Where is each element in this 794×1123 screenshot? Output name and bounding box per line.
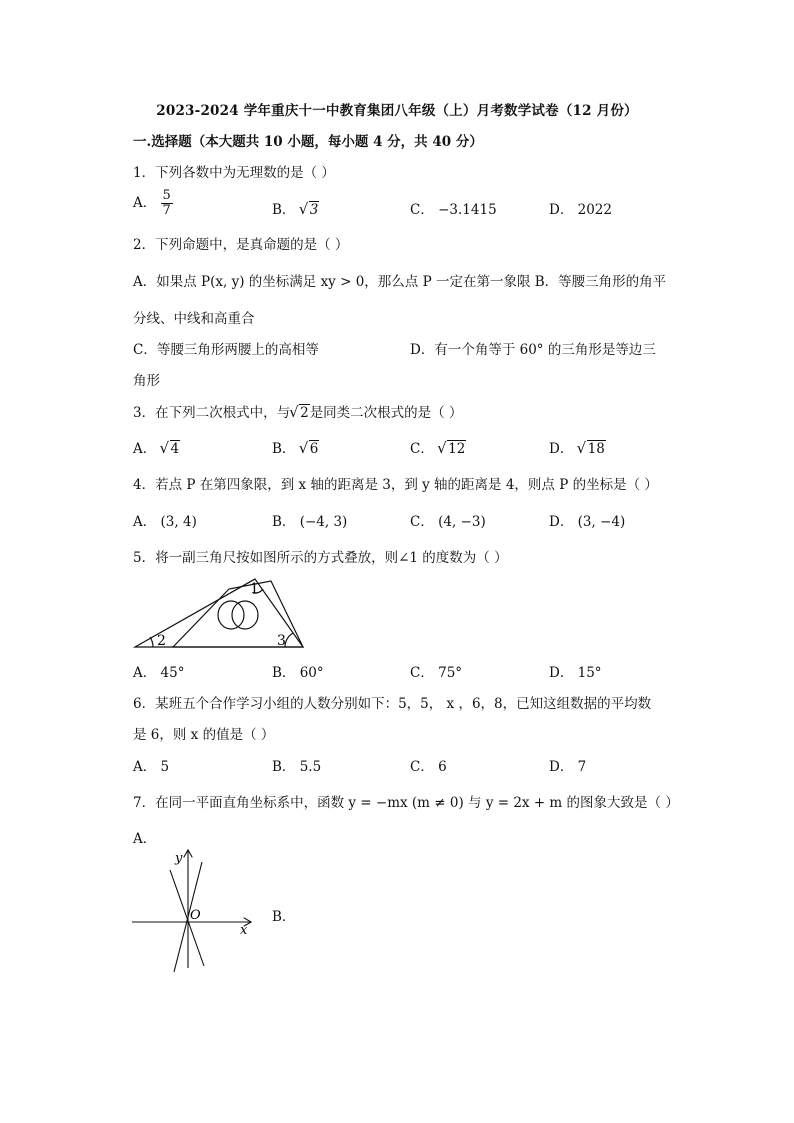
q1-option-c: C． −3.1415 [410,202,497,218]
q1-option-b-radicand: 3 [309,202,319,218]
q3-option-b-radical [300,441,320,457]
q3-option-d-radical [578,441,606,457]
q7-option-a-label: A． [133,831,157,847]
exam-title: 2023-2024 学年重庆十一中教育集团八年级（上）月考数学试卷（12 月份） [156,103,638,119]
q6-line2: 是 6，则 x 的值是（ ） [133,727,275,743]
q7-stem: 7．在同一平面直角坐标系中，函数 y = −mx (m ≠ 0) 与 y = 2x + m 的图象大致是（ ） [133,795,679,811]
q5-label-3: 3 [277,633,286,649]
q3-option-b [272,437,319,457]
q5-angle-3-arc [285,633,293,647]
q5-option-c: C． 75° [410,665,463,681]
q5-option-d: D． 15° [549,665,602,681]
q3-option-d-radicand: 18 [587,441,605,457]
q7-option-a-graph [130,848,254,972]
q3-option-a-label: A． [133,441,157,457]
section-heading: 一.选择题（本大题共 10 小题，每小题 4 分，共 40 分） [133,134,483,150]
q6-option-c: C． 6 [410,759,447,775]
q2-option-d-line1: D．有一个角等于 60° 的三角形是等边三 [410,342,656,358]
q4-option-b: B． (−4, 3) [272,514,348,530]
q7-axis-x-label: x [240,923,248,938]
q5-stem: 5．将一副三角尺按如图所示的方式叠放，则∠1 的度数为（ ） [133,550,508,566]
q5-angle-2-arc [150,637,153,647]
q1-option-b-label: B． [272,202,296,218]
q5-circle-left [218,601,244,629]
q5-label-1: 1 [250,581,259,597]
q3-option-a-radical [161,441,181,457]
q5-triangle-figure [133,573,311,653]
q2-option-c: C．等腰三角形两腰上的高相等 [133,342,319,358]
q3-stem-radicand: 2 [300,405,309,421]
q3-option-a [133,437,180,457]
q1-option-a-label: A． [133,195,157,211]
q6-option-a: A． 5 [133,759,170,775]
q5-circle-right [232,601,258,629]
q3-stem-radical [290,405,310,421]
q3-stem [133,401,462,421]
q3-option-d-label: D． [549,441,574,457]
q6-option-b: B． 5.5 [272,759,322,775]
q7-origin-label: O [190,908,201,923]
q5-option-a: A． 45° [133,665,185,681]
q1-option-b [272,198,319,218]
q4-stem: 4．若点 P 在第四象限，到 x 轴的距离是 3，到 y 轴的距离是 4，则点 P 的坐标是（ ） [133,477,658,493]
q1-option-a-fraction [161,189,173,218]
q4-option-c: C． (4, −3) [410,514,486,530]
q2-option-a-line2: 分线、中线和高重合 [133,311,255,327]
q1-option-a [133,189,173,218]
q6-option-d: D． 7 [549,759,587,775]
q3-option-d [549,437,606,457]
q3-stem-pre: 3．在下列二次根式中，与 [133,405,291,421]
q3-option-b-radicand: 6 [309,441,319,457]
q3-option-c [410,437,466,457]
q1-option-b-radical [300,202,320,218]
q2-option-a-line1: A．如果点 P(x, y) 的坐标满足 xy > 0，那么点 P 一定在第一象限 B．等腰三角形的角平 [133,274,667,290]
q7-axis-y-label: y [175,851,183,866]
q5-label-2: 2 [157,633,166,649]
q5-option-b: B． 60° [272,665,324,681]
q3-stem-post: 是同类二次根式的是（ ） [309,405,463,421]
q1-option-a-denominator: 7 [162,203,171,218]
q1-option-a-numerator: 5 [162,188,171,203]
q4-option-d: D． (3, −4) [549,514,626,530]
q1-stem: 1．下列各数中为无理数的是（ ） [133,165,335,181]
q4-option-a: A． (3, 4) [133,514,197,530]
q2-option-d-line2: 角形 [133,373,160,389]
q3-option-a-radicand: 4 [170,441,180,457]
q3-option-b-label: B． [272,441,296,457]
q1-option-d: D． 2022 [549,202,612,218]
q6-line1: 6．某班五个合作学习小组的人数分别如下：5，5， x ，6，8，已知这组数据的平均数 [133,696,652,712]
q3-option-c-label: C． [410,441,434,457]
q2-stem: 2．下列命题中，是真命题的是（ ） [133,237,349,253]
q3-option-c-radical [438,441,466,457]
q3-option-c-radicand: 12 [448,441,466,457]
q7-option-b-label: B． [272,909,296,925]
